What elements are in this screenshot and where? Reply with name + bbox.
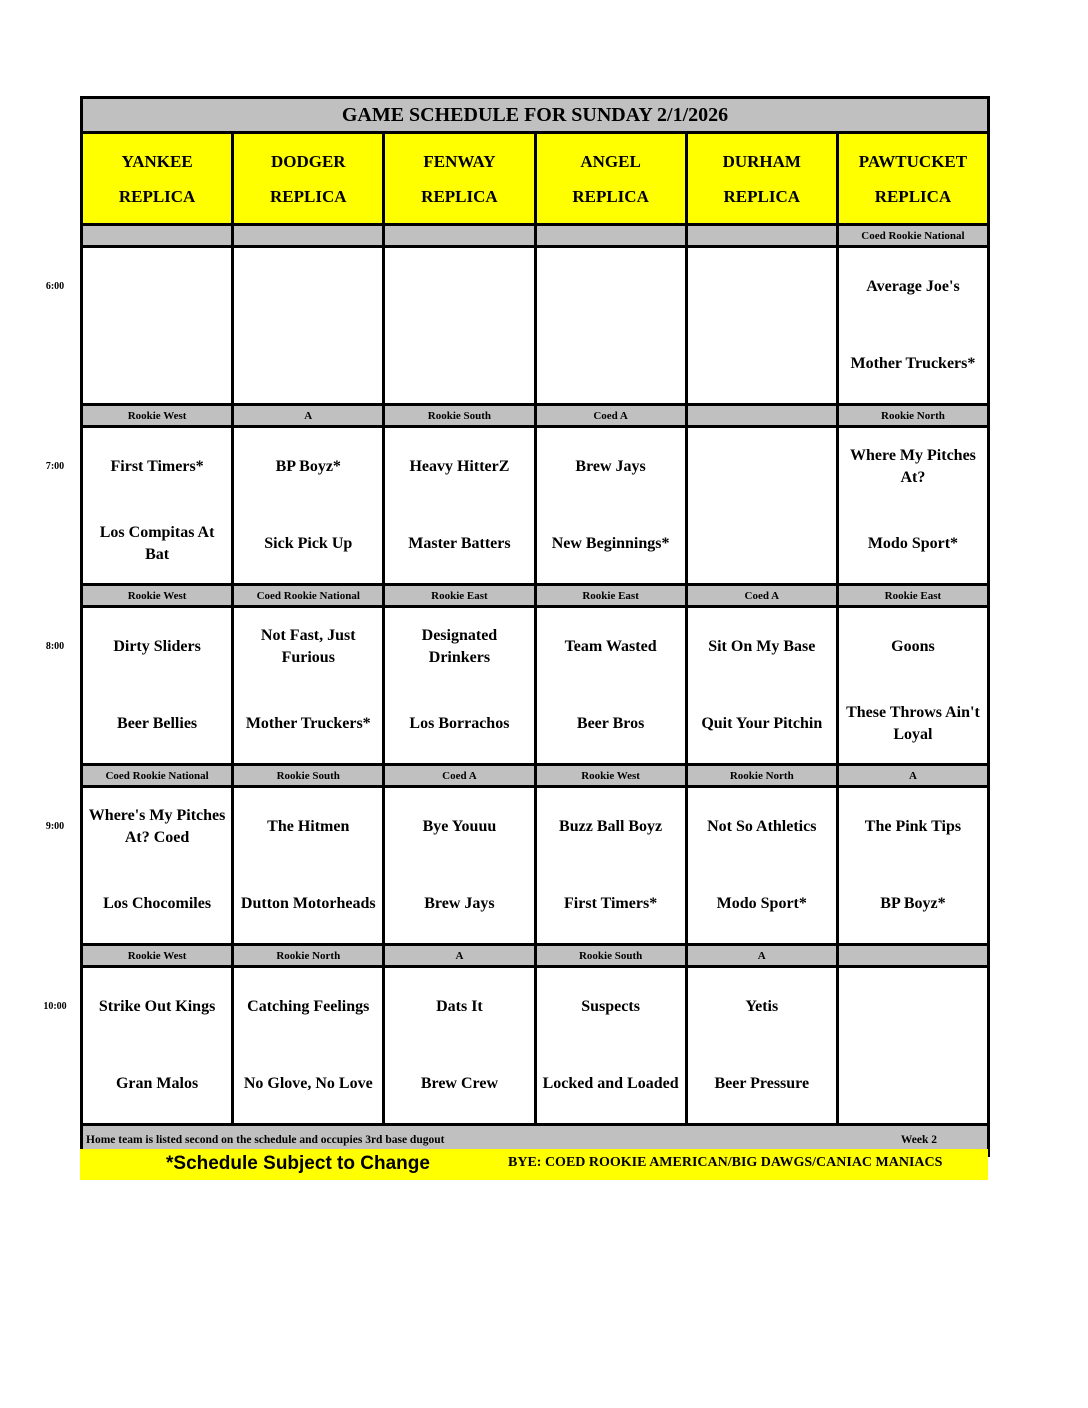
- field-name: PAWTUCKET: [858, 151, 968, 171]
- away-team: First Timers*: [110, 457, 204, 475]
- game-cell: [234, 248, 385, 403]
- away-team: The Hitmen: [267, 817, 350, 835]
- field-name: FENWAY: [423, 151, 496, 171]
- field-name: DODGER: [270, 151, 346, 171]
- away-team: Where's My Pitches At? Coed: [88, 806, 226, 846]
- game-cell: [839, 788, 987, 943]
- division-label: Coed A: [537, 406, 688, 425]
- division-label: [537, 226, 688, 245]
- division-label: Rookie South: [385, 406, 536, 425]
- away-team: [758, 428, 766, 506]
- away-team: Where My Pitches At?: [850, 446, 976, 486]
- away-team: [607, 248, 615, 326]
- away-team: Dirty Sliders: [113, 637, 201, 655]
- field-type: REPLICA: [421, 186, 498, 206]
- away-team: [455, 248, 463, 326]
- away-team: The Pink Tips: [864, 817, 962, 835]
- division-label: Rookie East: [537, 586, 688, 605]
- division-label: Rookie North: [839, 406, 987, 425]
- home-team: [304, 326, 312, 404]
- division-label: Coed A: [688, 586, 839, 605]
- home-team: Beer Pressure: [714, 1075, 810, 1093]
- field-type: REPLICA: [270, 186, 347, 206]
- division-label: Rookie East: [385, 586, 536, 605]
- home-team: [607, 326, 615, 404]
- division-label: Rookie West: [537, 766, 688, 785]
- home-team: BP Boyz*: [880, 895, 946, 913]
- division-row: [83, 586, 987, 608]
- time-label: 6:00: [45, 281, 65, 292]
- division-label: [839, 946, 987, 965]
- division-row: [83, 226, 987, 248]
- away-team: Heavy HitterZ: [409, 457, 510, 475]
- away-team: Not So Athletics: [707, 817, 817, 835]
- home-team: [153, 326, 161, 404]
- game-cell: [83, 428, 234, 583]
- game-cell: [234, 608, 385, 763]
- division-label: A: [385, 946, 536, 965]
- home-team: Modo Sport*: [867, 535, 959, 553]
- game-cell: [839, 608, 987, 763]
- away-team: [304, 248, 312, 326]
- field-type: REPLICA: [118, 186, 196, 206]
- division-label: A: [234, 406, 385, 425]
- away-team: Not Fast, Just Furious: [260, 626, 356, 666]
- division-label: Rookie North: [234, 946, 385, 965]
- game-cell: [839, 248, 987, 403]
- home-team: [909, 1046, 917, 1124]
- division-label: Coed Rookie National: [839, 226, 987, 245]
- game-row: [83, 428, 987, 586]
- field-header: [234, 134, 385, 223]
- home-team: Quit Your Pitchin: [701, 715, 823, 733]
- division-label: [234, 226, 385, 245]
- game-cell: [839, 968, 987, 1123]
- home-team: Master Batters: [408, 535, 511, 553]
- game-cell: [688, 968, 839, 1123]
- away-team: Sit On My Base: [708, 637, 816, 655]
- division-label: Rookie West: [83, 946, 234, 965]
- away-team: [758, 248, 766, 326]
- field-header: [688, 134, 839, 223]
- division-label: Rookie North: [688, 766, 839, 785]
- home-team: Mother Truckers*: [850, 355, 976, 373]
- home-team: Mother Truckers*: [245, 715, 371, 733]
- home-team: [455, 326, 463, 404]
- game-row: [83, 608, 987, 766]
- schedule-title: GAME SCHEDULE FOR SUNDAY 2/1/2026: [83, 99, 987, 134]
- away-team: Designated Drinkers: [421, 626, 498, 666]
- game-cell: [688, 788, 839, 943]
- away-team: Goons: [891, 637, 935, 655]
- game-cell: [537, 428, 688, 583]
- away-team: Average Joe's: [866, 277, 960, 295]
- game-cell: [83, 968, 234, 1123]
- time-label: 10:00: [43, 1001, 67, 1012]
- time-label: 9:00: [45, 821, 65, 832]
- schedule-table: [80, 96, 990, 1157]
- game-cell: [839, 428, 987, 583]
- away-team: Bye Youuu: [422, 817, 497, 835]
- division-label: Rookie West: [83, 586, 234, 605]
- home-team: No Glove, No Love: [243, 1075, 373, 1093]
- time-label: 8:00: [45, 641, 65, 652]
- game-cell: [385, 248, 536, 403]
- division-row: [83, 766, 987, 788]
- game-row: [83, 968, 987, 1126]
- home-team: Los Borrachos: [409, 715, 510, 733]
- field-header-row: [83, 134, 987, 226]
- division-label: A: [839, 766, 987, 785]
- away-team: Dats It: [436, 997, 483, 1015]
- game-cell: [385, 968, 536, 1123]
- field-name: ANGEL: [580, 151, 641, 171]
- home-team: Beer Bros: [576, 715, 645, 733]
- division-label: Coed Rookie National: [234, 586, 385, 605]
- home-team: Gran Malos: [115, 1075, 199, 1093]
- home-team: Locked and Loaded: [542, 1075, 679, 1093]
- field-type: REPLICA: [572, 186, 649, 206]
- field-header: [839, 134, 987, 223]
- away-team: Buzz Ball Boyz: [559, 817, 663, 835]
- game-cell: [537, 608, 688, 763]
- home-team: Brew Crew: [420, 1075, 499, 1093]
- home-team: [758, 506, 766, 584]
- home-team: Los Chocomiles: [103, 895, 212, 913]
- away-team: Strike Out Kings: [98, 997, 216, 1015]
- game-cell: [83, 788, 234, 943]
- home-team: First Timers*: [564, 895, 658, 913]
- game-cell: [385, 788, 536, 943]
- away-team: [909, 968, 917, 1046]
- subject-to-change-notice: *Schedule Subject to Change: [166, 1153, 430, 1174]
- home-team: Brew Jays: [424, 895, 495, 913]
- away-team: Suspects: [581, 997, 640, 1015]
- division-label: [385, 226, 536, 245]
- home-team: Los Compitas At Bat: [99, 524, 215, 564]
- game-cell: [83, 608, 234, 763]
- division-label: [83, 226, 234, 245]
- game-cell: [688, 608, 839, 763]
- division-label: [688, 406, 839, 425]
- game-cell: [234, 968, 385, 1123]
- away-team: Brew Jays: [575, 457, 646, 475]
- away-team: Yetis: [745, 997, 779, 1015]
- field-name: DURHAM: [722, 151, 801, 171]
- game-cell: [688, 428, 839, 583]
- time-label: 7:00: [45, 461, 65, 472]
- home-team: New Beginnings*: [551, 535, 670, 553]
- division-label: Rookie South: [537, 946, 688, 965]
- week-label: Week 2: [900, 1134, 937, 1146]
- division-row: [83, 406, 987, 428]
- field-header: [83, 134, 234, 223]
- game-cell: [83, 248, 234, 403]
- field-type: REPLICA: [874, 186, 952, 206]
- division-label: Rookie South: [234, 766, 385, 785]
- division-row: [83, 946, 987, 968]
- game-row: [83, 248, 987, 406]
- away-team: Catching Feelings: [247, 997, 370, 1015]
- home-team-note: Home team is listed second on the schedule and occupies 3rd base dugout: [86, 1134, 445, 1146]
- home-team: Beer Bellies: [117, 715, 198, 733]
- home-team: [758, 326, 766, 404]
- away-team: BP Boyz*: [275, 457, 341, 475]
- home-team: Dutton Motorheads: [240, 895, 376, 913]
- game-cell: [385, 608, 536, 763]
- game-cell: [537, 248, 688, 403]
- game-cell: [234, 788, 385, 943]
- home-team: These Throws Ain't Loyal: [846, 704, 980, 744]
- home-team: Sick Pick Up: [264, 535, 353, 553]
- division-label: Coed Rookie National: [83, 766, 234, 785]
- division-label: [688, 226, 839, 245]
- field-name: YANKEE: [121, 151, 193, 171]
- game-cell: [537, 968, 688, 1123]
- away-team: Team Wasted: [564, 637, 657, 655]
- division-label: Coed A: [385, 766, 536, 785]
- time-slots: [83, 226, 987, 1126]
- game-cell: [688, 248, 839, 403]
- away-team: [153, 248, 161, 326]
- bye-notice: BYE: COED ROOKIE AMERICAN/BIG DAWGS/CANIAC MANIACS: [508, 1155, 943, 1170]
- field-type: REPLICA: [723, 186, 801, 206]
- field-header: [385, 134, 536, 223]
- division-label: Rookie West: [83, 406, 234, 425]
- game-row: [83, 788, 987, 946]
- division-label: A: [688, 946, 839, 965]
- game-cell: [537, 788, 688, 943]
- game-cell: [234, 428, 385, 583]
- game-cell: [385, 428, 536, 583]
- division-label: Rookie East: [839, 586, 987, 605]
- home-team: Modo Sport*: [716, 895, 807, 913]
- field-header: [537, 134, 688, 223]
